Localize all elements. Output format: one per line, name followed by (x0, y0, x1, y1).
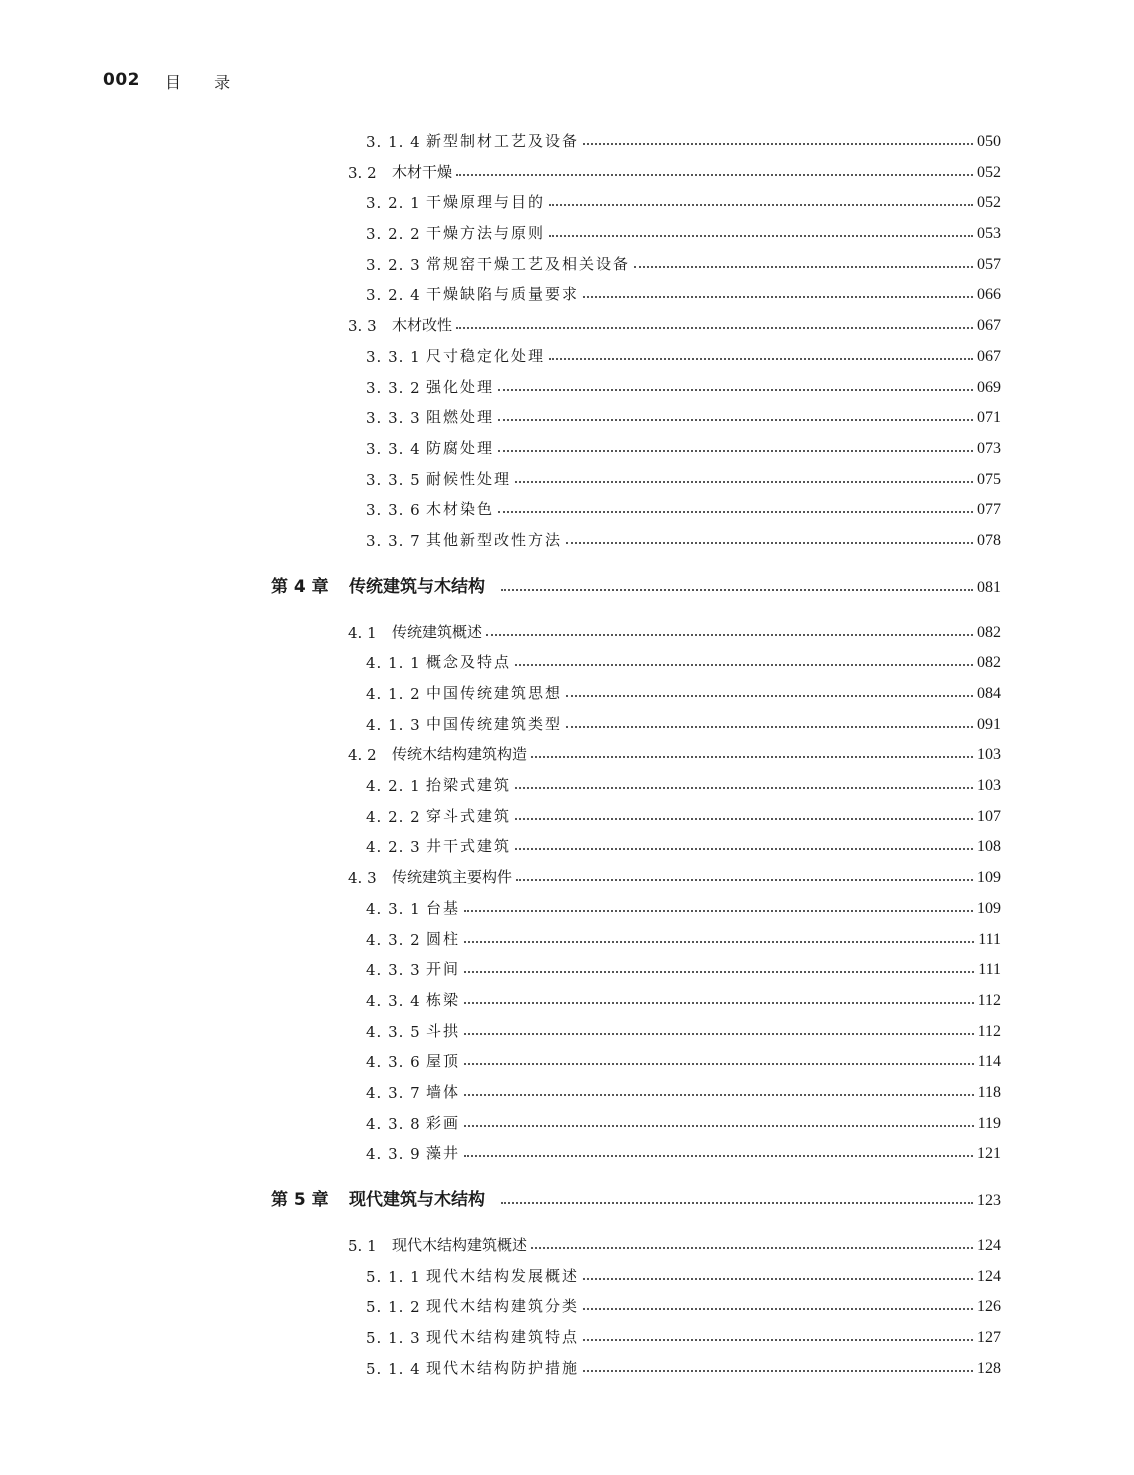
entry-page-number: 123 (977, 1192, 1001, 1209)
entry-number: 3. 3. 7 (366, 532, 421, 550)
entry-number: 5. 1. 4 (366, 1360, 421, 1378)
dot-leader (456, 327, 973, 329)
dot-leader (566, 726, 973, 728)
entry-page-number: 057 (977, 256, 1001, 273)
entry-title: 栋梁 (426, 991, 461, 1009)
entry-title: 屋顶 (426, 1052, 461, 1070)
entry-title: 传统建筑概述 (392, 623, 483, 641)
entry-page-number: 124 (977, 1237, 1001, 1254)
entry-title: 现代木结构发展概述 (426, 1267, 580, 1285)
entry-number: 3. 2. 3 (366, 256, 421, 274)
entry-number: 第 5 章 (271, 1190, 329, 1210)
entry-number: 4. 3. 7 (366, 1084, 421, 1102)
entry-title: 彩画 (426, 1114, 461, 1132)
entry-number: 3. 3. 2 (366, 379, 421, 397)
entry-number: 4. 2. 2 (366, 808, 421, 826)
dot-leader (464, 971, 974, 973)
entry-title: 干燥方法与原则 (426, 224, 546, 242)
toc-subsection-entry[interactable] (366, 219, 1001, 243)
entry-page-number: 128 (977, 1360, 1001, 1377)
entry-title: 阻燃处理 (426, 408, 495, 426)
toc-subsection-entry[interactable] (366, 250, 1001, 274)
entry-number: 4. 3. 1 (366, 900, 421, 918)
entry-number: 3. 3. 6 (366, 501, 421, 519)
dot-leader (464, 1125, 974, 1127)
entry-page-number: 078 (977, 532, 1001, 549)
toc-chapter-entry[interactable] (271, 573, 1001, 597)
entry-number: 4. 3. 3 (366, 961, 421, 979)
entry-title: 井干式建筑 (426, 837, 512, 855)
entry-title: 防腐处理 (426, 439, 495, 457)
entry-title: 尺寸稳定化处理 (426, 347, 546, 365)
toc-subsection-entry[interactable] (366, 771, 1001, 795)
dot-leader (515, 481, 973, 483)
toc-subsection-entry[interactable] (366, 832, 1001, 856)
entry-title: 概念及特点 (426, 653, 512, 671)
entry-number: 4. 3. 2 (366, 931, 421, 949)
entry-number: 4. 1 (348, 624, 377, 642)
entry-title: 台基 (426, 899, 461, 917)
dot-leader (583, 296, 973, 298)
entry-title: 墙体 (426, 1083, 461, 1101)
entry-title: 现代木结构建筑特点 (426, 1328, 580, 1346)
entry-page-number: 075 (977, 471, 1001, 488)
entry-title: 圆柱 (426, 930, 461, 948)
entry-page-number: 118 (977, 1084, 1001, 1101)
dot-leader (464, 1033, 974, 1035)
entry-number: 3. 2. 2 (366, 225, 421, 243)
entry-title: 传统建筑与木结构 (349, 577, 485, 597)
entry-page-number: 121 (977, 1145, 1001, 1162)
entry-page-number: 126 (977, 1298, 1001, 1315)
toc-subsection-entry[interactable] (366, 1323, 1001, 1347)
toc-subsection-entry[interactable] (366, 802, 1001, 826)
toc-subsection-entry[interactable] (366, 710, 1001, 734)
entry-page-number: 069 (977, 379, 1001, 396)
dot-leader (498, 511, 973, 513)
dot-leader (464, 1063, 974, 1065)
dot-leader (501, 589, 973, 591)
entry-number: 5. 1. 1 (366, 1268, 421, 1286)
dot-leader (464, 941, 974, 943)
entry-number: 3. 1. 4 (366, 133, 421, 151)
toc-subsection-entry[interactable] (366, 434, 1001, 458)
dot-leader (549, 235, 973, 237)
entry-title: 穿斗式建筑 (426, 807, 512, 825)
entry-title: 藻井 (426, 1144, 461, 1162)
toc-subsection-entry[interactable] (366, 1047, 1001, 1071)
entry-number: 4. 3. 4 (366, 992, 421, 1010)
toc-subsection-entry[interactable] (366, 894, 1001, 918)
toc-subsection-entry[interactable] (366, 1292, 1001, 1316)
entry-title: 强化处理 (426, 378, 495, 396)
dot-leader (566, 695, 973, 697)
entry-page-number: 084 (977, 685, 1001, 702)
toc-section-entry[interactable] (348, 618, 1001, 642)
entry-page-number: 124 (977, 1268, 1001, 1285)
dot-leader (583, 1278, 973, 1280)
entry-page-number: 107 (977, 808, 1001, 825)
entry-title: 传统木结构建筑构造 (392, 745, 528, 763)
toc-section-entry[interactable] (348, 1231, 1001, 1255)
entry-title: 中国传统建筑思想 (426, 684, 563, 702)
dot-leader (531, 1247, 973, 1249)
toc-subsection-entry[interactable] (366, 280, 1001, 304)
dot-leader (498, 419, 973, 421)
toc-section-entry[interactable] (348, 740, 1001, 764)
entry-page-number: 109 (977, 900, 1001, 917)
entry-number: 4. 3. 9 (366, 1145, 421, 1163)
toc-subsection-entry[interactable] (366, 188, 1001, 212)
entry-number: 4. 1. 3 (366, 716, 421, 734)
entry-page-number: 112 (977, 992, 1001, 1009)
entry-title: 木材染色 (426, 500, 495, 518)
toc-section-entry[interactable] (348, 311, 1001, 335)
entry-number: 4. 2. 3 (366, 838, 421, 856)
page-header-title: 目 录 (165, 73, 245, 92)
toc-section-entry[interactable] (348, 158, 1001, 182)
entry-number: 4. 2 (348, 746, 377, 764)
entry-title: 常规窑干燥工艺及相关设备 (426, 255, 631, 273)
entry-page-number: 053 (977, 225, 1001, 242)
dot-leader (464, 1094, 974, 1096)
toc-subsection-entry[interactable] (366, 1262, 1001, 1286)
dot-leader (498, 389, 973, 391)
toc-subsection-entry[interactable] (366, 1354, 1001, 1378)
dot-leader (515, 664, 973, 666)
toc-subsection-entry[interactable] (366, 373, 1001, 397)
dot-leader (501, 1202, 973, 1204)
entry-page-number: 067 (977, 317, 1001, 334)
entry-page-number: 109 (977, 869, 1001, 886)
entry-page-number: 111 (978, 931, 1001, 948)
dot-leader (515, 848, 973, 850)
dot-leader (583, 1339, 973, 1341)
toc-section-entry[interactable] (348, 863, 1001, 887)
entry-number: 4. 3. 6 (366, 1053, 421, 1071)
entry-number: 5. 1. 2 (366, 1298, 421, 1316)
dot-leader (515, 787, 973, 789)
dot-leader (516, 879, 973, 881)
entry-title: 开间 (426, 960, 461, 978)
toc-subsection-entry[interactable] (366, 925, 1001, 949)
entry-title: 新型制材工艺及设备 (426, 132, 580, 150)
dot-leader (531, 756, 973, 758)
entry-title: 抬梁式建筑 (426, 776, 512, 794)
toc-subsection-entry[interactable] (366, 127, 1001, 151)
entry-title: 干燥缺陷与质量要求 (426, 285, 580, 303)
toc-subsection-entry[interactable] (366, 526, 1001, 550)
page-number: 002 (103, 70, 140, 90)
entry-page-number: 073 (977, 440, 1001, 457)
dot-leader (456, 174, 973, 176)
dot-leader (549, 204, 973, 206)
entry-title: 干燥原理与目的 (426, 193, 546, 211)
toc-subsection-entry[interactable] (366, 1109, 1001, 1133)
toc-chapter-entry[interactable] (271, 1186, 1001, 1210)
entry-number: 4. 3. 5 (366, 1023, 421, 1041)
dot-leader (515, 818, 973, 820)
entry-title: 木材改性 (392, 316, 453, 334)
entry-title: 传统建筑主要构件 (392, 868, 513, 886)
entry-page-number: 052 (977, 194, 1001, 211)
entry-number: 5. 1 (348, 1237, 377, 1255)
entry-number: 4. 3. 8 (366, 1115, 421, 1133)
dot-leader (486, 634, 973, 636)
toc-subsection-entry[interactable] (366, 1078, 1001, 1102)
entry-number: 3. 2. 4 (366, 286, 421, 304)
entry-title: 现代木结构建筑分类 (426, 1297, 580, 1315)
dot-leader (583, 1308, 973, 1310)
dot-leader (583, 1370, 973, 1372)
toc-subsection-entry[interactable] (366, 465, 1001, 489)
toc-subsection-entry[interactable] (366, 955, 1001, 979)
dot-leader (464, 910, 973, 912)
entry-title: 木材干燥 (392, 163, 453, 181)
dot-leader (583, 143, 973, 145)
entry-page-number: 067 (977, 348, 1001, 365)
entry-number: 3. 3. 5 (366, 471, 421, 489)
entry-page-number: 052 (977, 164, 1001, 181)
entry-page-number: 082 (977, 624, 1001, 641)
entry-number: 4. 1. 2 (366, 685, 421, 703)
entry-page-number: 071 (977, 409, 1001, 426)
entry-page-number: 082 (977, 654, 1001, 671)
entry-page-number: 103 (977, 777, 1001, 794)
entry-page-number: 119 (977, 1115, 1001, 1132)
entry-page-number: 114 (977, 1053, 1001, 1070)
toc-subsection-entry[interactable] (366, 403, 1001, 427)
entry-page-number: 050 (977, 133, 1001, 150)
toc-subsection-entry[interactable] (366, 1139, 1001, 1163)
entry-number: 3. 3 (348, 317, 377, 335)
entry-page-number: 127 (977, 1329, 1001, 1346)
entry-title: 其他新型改性方法 (426, 531, 563, 549)
entry-number: 5. 1. 3 (366, 1329, 421, 1347)
toc-subsection-entry[interactable] (366, 986, 1001, 1010)
entry-number: 第 4 章 (271, 577, 329, 597)
dot-leader (498, 450, 973, 452)
dot-leader (566, 542, 973, 544)
entry-number: 3. 3. 4 (366, 440, 421, 458)
entry-number: 4. 3 (348, 869, 377, 887)
dot-leader (464, 1155, 973, 1157)
entry-page-number: 077 (977, 501, 1001, 518)
entry-page-number: 111 (978, 961, 1001, 978)
entry-number: 3. 3. 3 (366, 409, 421, 427)
entry-number: 3. 2 (348, 164, 377, 182)
toc-subsection-entry[interactable] (366, 679, 1001, 703)
dot-leader (549, 358, 973, 360)
toc-subsection-entry[interactable] (366, 495, 1001, 519)
dot-leader (464, 1002, 974, 1004)
entry-page-number: 081 (977, 579, 1001, 596)
entry-title: 斗拱 (426, 1022, 461, 1040)
entry-title: 中国传统建筑类型 (426, 715, 563, 733)
entry-title: 现代建筑与木结构 (349, 1190, 485, 1210)
entry-number: 4. 2. 1 (366, 777, 421, 795)
toc-subsection-entry[interactable] (366, 1017, 1001, 1041)
entry-page-number: 112 (977, 1023, 1001, 1040)
entry-title: 现代木结构防护措施 (426, 1359, 580, 1377)
entry-page-number: 066 (977, 286, 1001, 303)
entry-title: 耐候性处理 (426, 470, 512, 488)
entry-number: 3. 2. 1 (366, 194, 421, 212)
dot-leader (634, 266, 973, 268)
entry-page-number: 091 (977, 716, 1001, 733)
entry-number: 3. 3. 1 (366, 348, 421, 366)
entry-page-number: 108 (977, 838, 1001, 855)
entry-page-number: 103 (977, 746, 1001, 763)
toc-subsection-entry[interactable] (366, 648, 1001, 672)
entry-title: 现代木结构建筑概述 (392, 1236, 528, 1254)
toc-subsection-entry[interactable] (366, 342, 1001, 366)
entry-number: 4. 1. 1 (366, 654, 421, 672)
